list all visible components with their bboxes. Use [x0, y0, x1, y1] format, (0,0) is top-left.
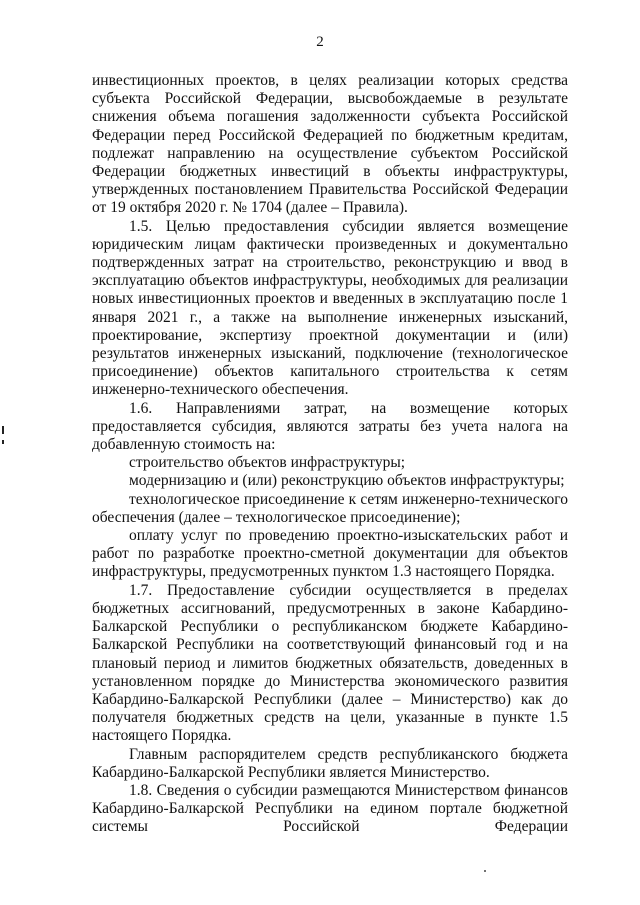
document-body [92, 72, 568, 837]
paragraph-continuation: инвестиционных проектов, в целях реализации которых средства субъекта Российской Федерации, высвобождаемые в результате снижения объема погашения задолженности субъекта Российской Федерации перед Российской Федерацией по бюджетным кредитам, подлежат направлению на осуществление субъектом Российской Федерации бюджетных инвестиций в объекты инфраструктуры, утвержденных постановлением Правительства Российской Федерации от 19 октября 2020 г. № 1704 (далее – Правила). [92, 72, 568, 217]
paragraph-1-7: 1.7. Предоставление субсидии осуществляется в пределах бюджетных ассигнований, предусмотренных в законе Кабардино-Балкарской Республики о республиканском бюджете Кабардино-Балкарской Республики на соответствующий финансовый год и на плановый период и лимитов бюджетных обязательств, доведенных в установленном порядке до Министерства экономического развития Кабардино-Балкарской Республики (далее – Министерство) как до получателя бюджетных средств на цели, указанные в пункте 1.5 настоящего Порядка. [92, 581, 568, 745]
scan-dot [484, 870, 486, 872]
margin-scan-mark [2, 440, 4, 444]
paragraph-main-administrator: Главным распорядителем средств республиканского бюджета Кабардино-Балкарской Республики является Министерство. [92, 745, 568, 781]
paragraph-1-5: 1.5. Целью предоставления субсидии является возмещение юридическим лицам фактически произведенных и документально подтвержденных затрат на строительство, реконструкцию и ввод в эксплуатацию объектов инфраструктуры, необходимых для реализации новых инвестиционных проектов и введенных в эксплуатацию после 1 января 2021 г., а также на выполнение инженерных изысканий, проектирование, экспертизу проектной документации и (или) результатов инженерных изысканий, подключение (технологическое присоединение) объектов капитального строительства к сетям инженерно-технического обеспечения. [92, 217, 568, 399]
list-item-construction: строительство объектов инфраструктуры; [129, 454, 406, 472]
list-item-modernization: модернизацию и (или) реконструкцию объектов инфраструктуры; [129, 472, 565, 490]
paragraph-1-8: 1.8. Сведения о субсидии размещаются Министерством финансов Кабардино-Балкарской Республики на едином портале бюджетной системы Российской Федерации [92, 781, 568, 836]
list-item-connection: технологическое присоединение к сетям инженерно-технического обеспечения (далее – технологическое присоединение); [92, 490, 568, 526]
margin-scan-mark [2, 426, 4, 434]
list-item-survey-services: оплату услуг по проведению проектно-изыскательских работ и работ по разработке проектно-сметной документации для объектов инфраструктуры, предусмотренных пунктом 1.3 настоящего Порядка. [92, 527, 568, 581]
page-number: 2 [316, 34, 324, 50]
paragraph-1-6: 1.6. Направлениями затрат, на возмещение которых предоставляется субсидия, являются затраты без учета налога на добавленную стоимость на: [92, 399, 568, 454]
